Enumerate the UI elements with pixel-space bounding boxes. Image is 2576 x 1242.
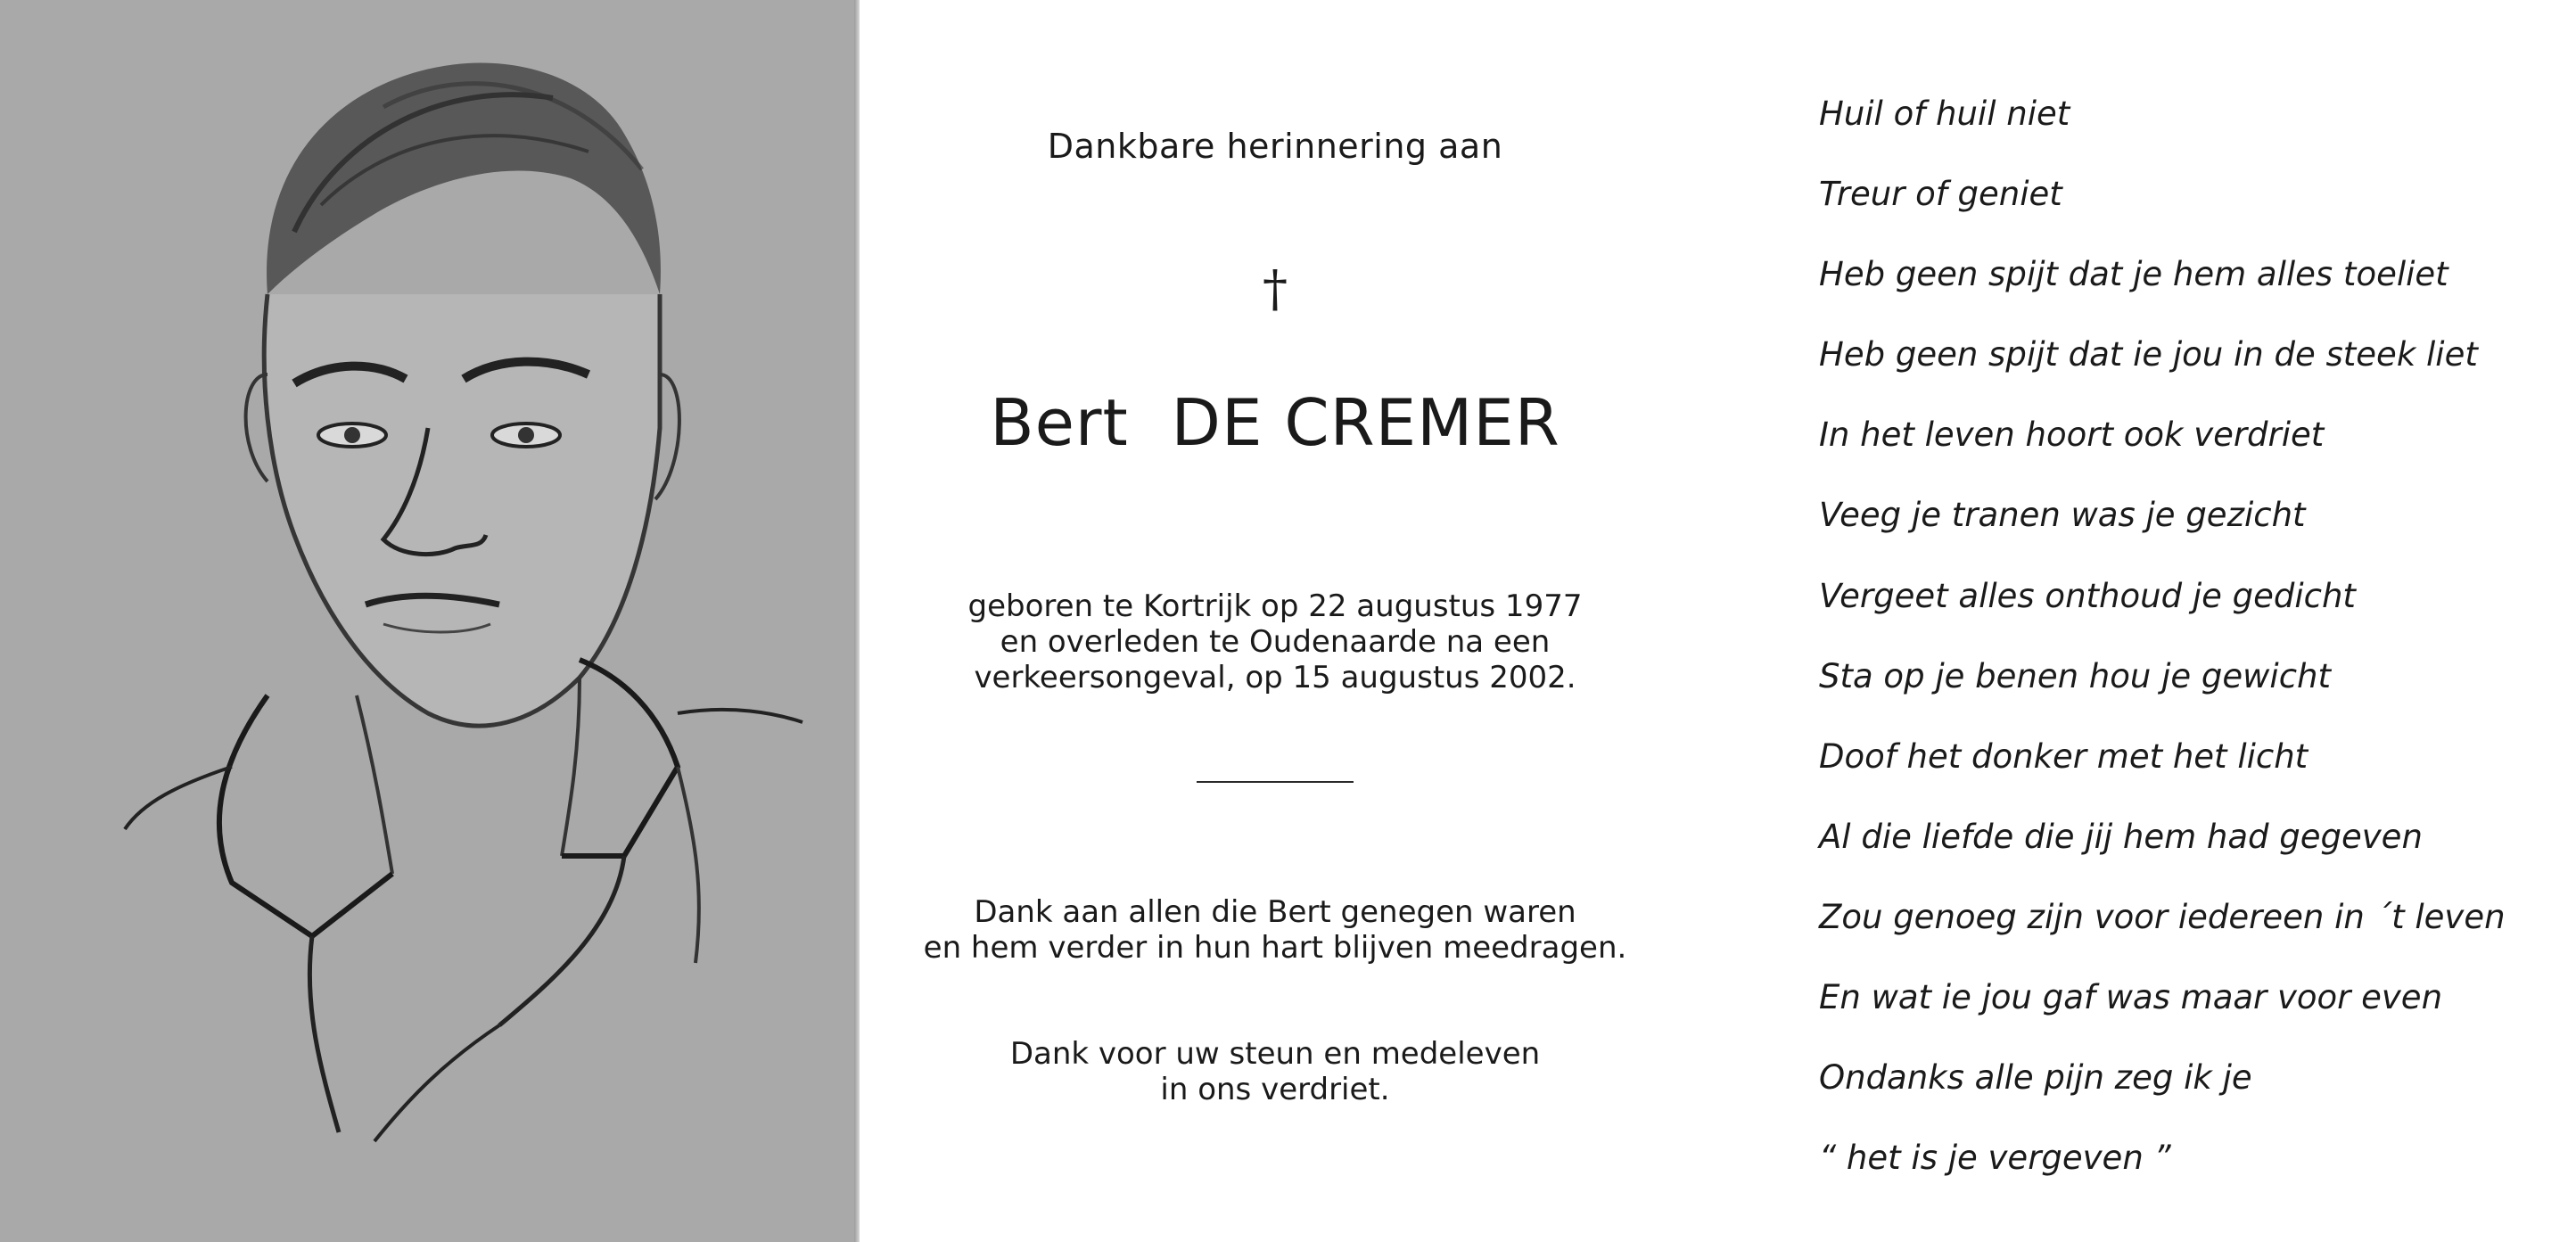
poem-line: En wat ie jou gaf was maar voor even <box>1819 978 2443 1017</box>
intro-text: Dankbare herinnering aan <box>1047 127 1503 166</box>
cross-icon: † <box>1263 260 1288 318</box>
poem-line: Veeg je tranen was je gezicht <box>1819 496 2306 535</box>
divider-line <box>1197 781 1354 783</box>
memorial-text-column <box>892 0 1658 1242</box>
birth-line: geboren te Kortrijk op 22 augustus 1977 <box>967 588 1583 624</box>
poem-line: “ het is je vergeven ” <box>1819 1139 2171 1178</box>
poem-line: Al die liefde die jij hem had gegeven <box>1819 817 2423 856</box>
poem-line: In het leven hoort ook verdriet <box>1819 415 2325 455</box>
thanks-line: en hem verder in hun hart blijven meedragen. <box>923 930 1627 966</box>
support-text <box>892 1036 1658 1107</box>
deceased-name: Bert DE CREMER <box>990 385 1560 460</box>
poem-line: Zou genoeg zijn voor iedereen in ´t leven <box>1819 897 2506 936</box>
thanks-text <box>892 894 1658 966</box>
poem-line: Sta op je benen hou je gewicht <box>1819 656 2331 695</box>
portrait-sketch-icon <box>0 0 860 1242</box>
poem-line: Heb geen spijt dat je hem alles toeliet <box>1819 255 2448 294</box>
birth-line: en overleden te Oudenaarde na een <box>1000 624 1551 660</box>
poem-line: Huil of huil niet <box>1819 95 2070 133</box>
support-line: in ons verdriet. <box>1160 1072 1390 1107</box>
poem-line: Heb geen spijt dat ie jou in de steek liet <box>1819 335 2478 374</box>
poem-line: Doof het donker met het licht <box>1819 736 2309 776</box>
portrait-panel <box>0 0 860 1242</box>
birth-line: verkeersongeval, op 15 augustus 2002. <box>974 660 1576 695</box>
birth-death-text <box>892 588 1658 695</box>
thanks-line: Dank aan allen die Bert genegen waren <box>974 894 1576 930</box>
poem <box>1819 92 2550 1216</box>
poem-line: Ondanks alle pijn zeg ik je <box>1819 1058 2252 1098</box>
poem-line: Treur of geniet <box>1819 175 2062 214</box>
poem-line: Vergeet alles onthoud je gedicht <box>1819 576 2356 615</box>
support-line: Dank voor uw steun en medeleven <box>1009 1036 1541 1072</box>
